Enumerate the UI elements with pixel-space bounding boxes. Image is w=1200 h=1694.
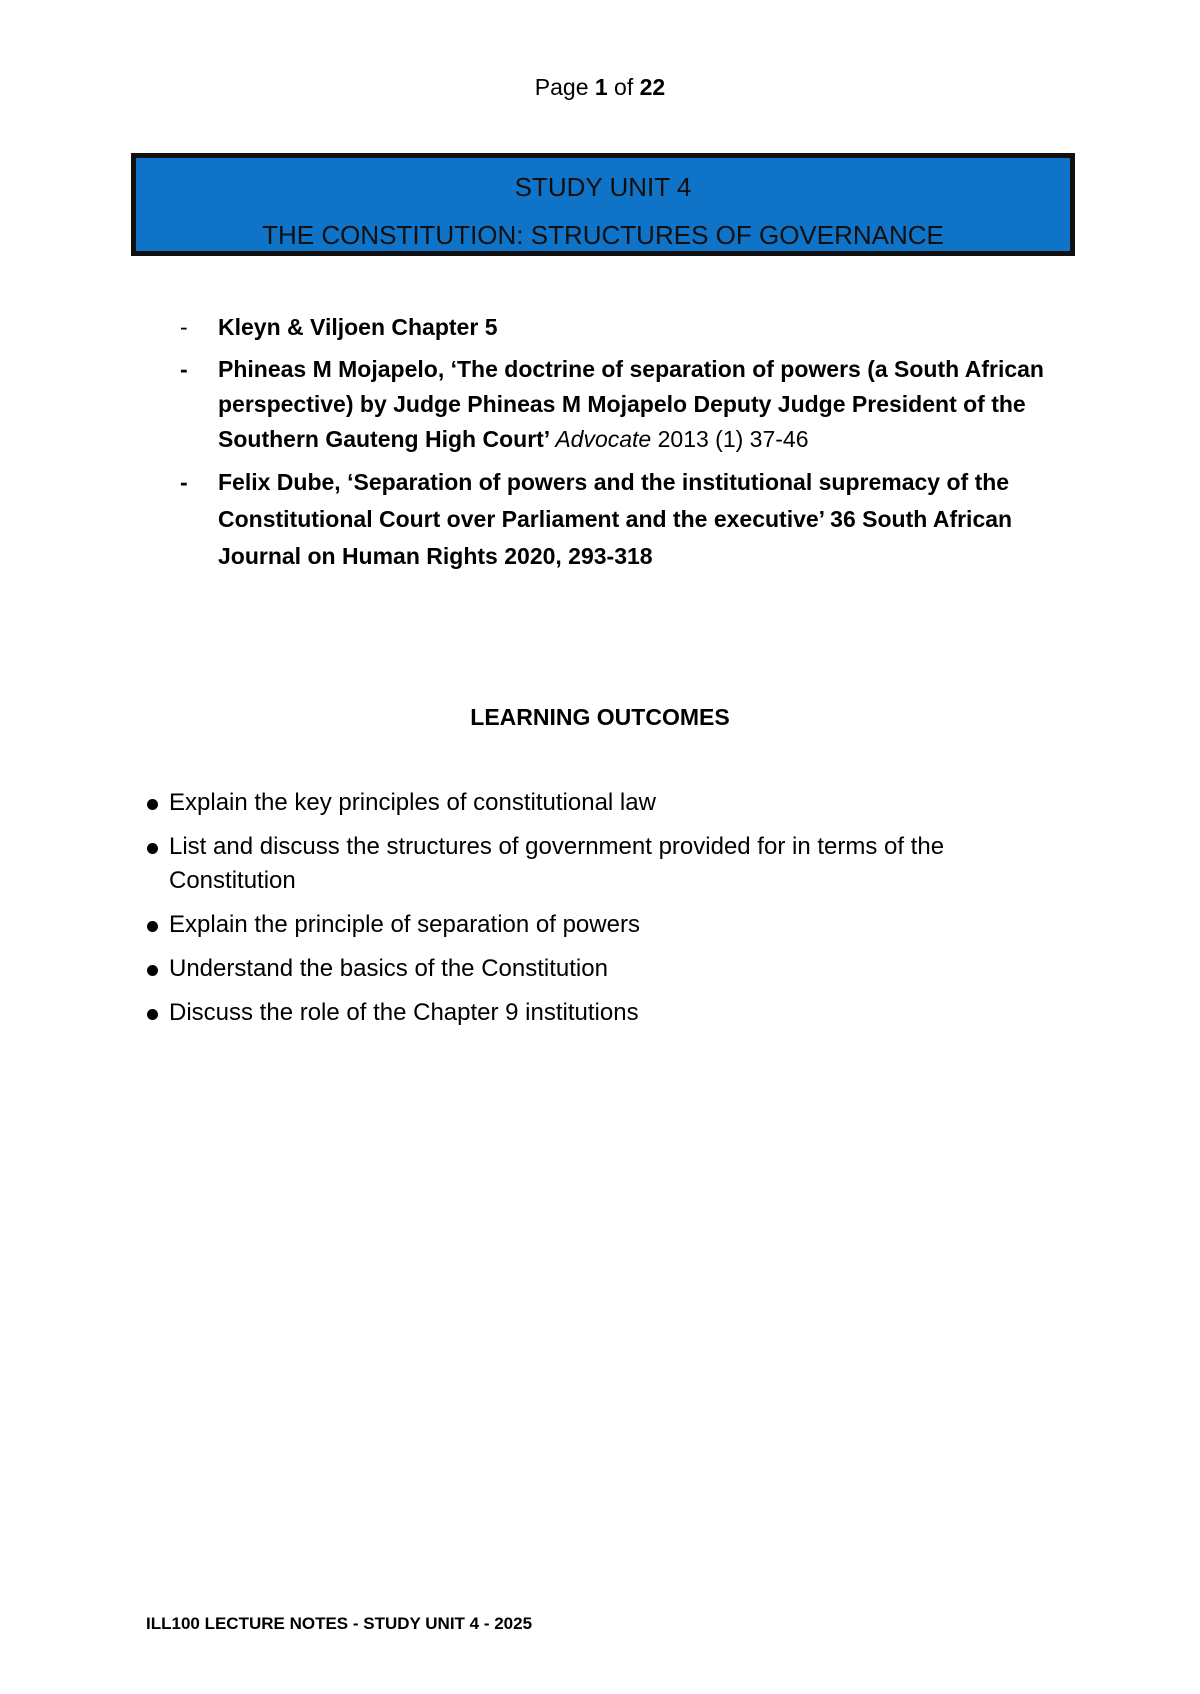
outcome-item [145, 786, 1045, 820]
outcome-text: List and discuss the structures of government provided for in terms of the Constitution [169, 833, 945, 894]
bullet-icon [147, 1009, 158, 1020]
outcome-item [145, 952, 1045, 986]
outcome-item [145, 908, 1045, 942]
reading-text: Phineas M Mojapelo, ‘The doctrine of separation of powers (a South African perspective) by Judge Phineas M Mojapelo Deputy Judge President of the Southern Gauteng High Court’ [218, 356, 1044, 452]
learning-outcomes-heading: LEARNING OUTCOMES [470, 704, 730, 730]
reading-citation: 2013 (1) 37-46 [651, 426, 809, 452]
reading-text: Felix Dube, ‘Separation of powers and the institutional supremacy of the Constitutional Court over Parliament and the executive’ 36 South African Journal on Human Rights 2020, 293-318 [218, 469, 1013, 569]
study-unit-subtitle: THE CONSTITUTION: STRUCTURES OF GOVERNANCE [262, 220, 944, 250]
reading-item [180, 352, 1080, 457]
bullet-icon [147, 799, 158, 810]
reading-list [180, 310, 1080, 582]
outcome-text: Explain the principle of separation of powers [169, 911, 640, 938]
page-footer: ILL100 LECTURE NOTES - STUDY UNIT 4 - 2025 [146, 1614, 533, 1633]
outcome-item [145, 830, 1045, 898]
journal-title: Advocate [555, 426, 652, 452]
title-box [131, 153, 1075, 256]
outcome-item [145, 996, 1045, 1030]
page-total: 22 [639, 74, 666, 100]
outcome-text: Understand the basics of the Constitution [169, 955, 608, 982]
outcome-text: Explain the key principles of constitutional law [169, 789, 656, 816]
bullet-icon [147, 843, 158, 854]
reading-text: Kleyn & Viljoen Chapter 5 [218, 314, 498, 340]
list-dash: - [180, 356, 188, 382]
page-prefix: Page [534, 74, 595, 100]
page-number [0, 74, 1200, 101]
outcome-text: Discuss the role of the Chapter 9 institutions [169, 999, 639, 1026]
page-current: 1 [594, 74, 608, 100]
bullet-icon [147, 921, 158, 932]
list-dash: - [180, 314, 188, 340]
bullet-icon [147, 965, 158, 976]
page-of: of [607, 74, 640, 100]
reading-item [180, 464, 1080, 575]
list-dash: - [180, 469, 188, 495]
reading-item [180, 310, 1080, 345]
learning-outcomes-list [145, 786, 1045, 1040]
study-unit-title: STUDY UNIT 4 [514, 172, 692, 202]
